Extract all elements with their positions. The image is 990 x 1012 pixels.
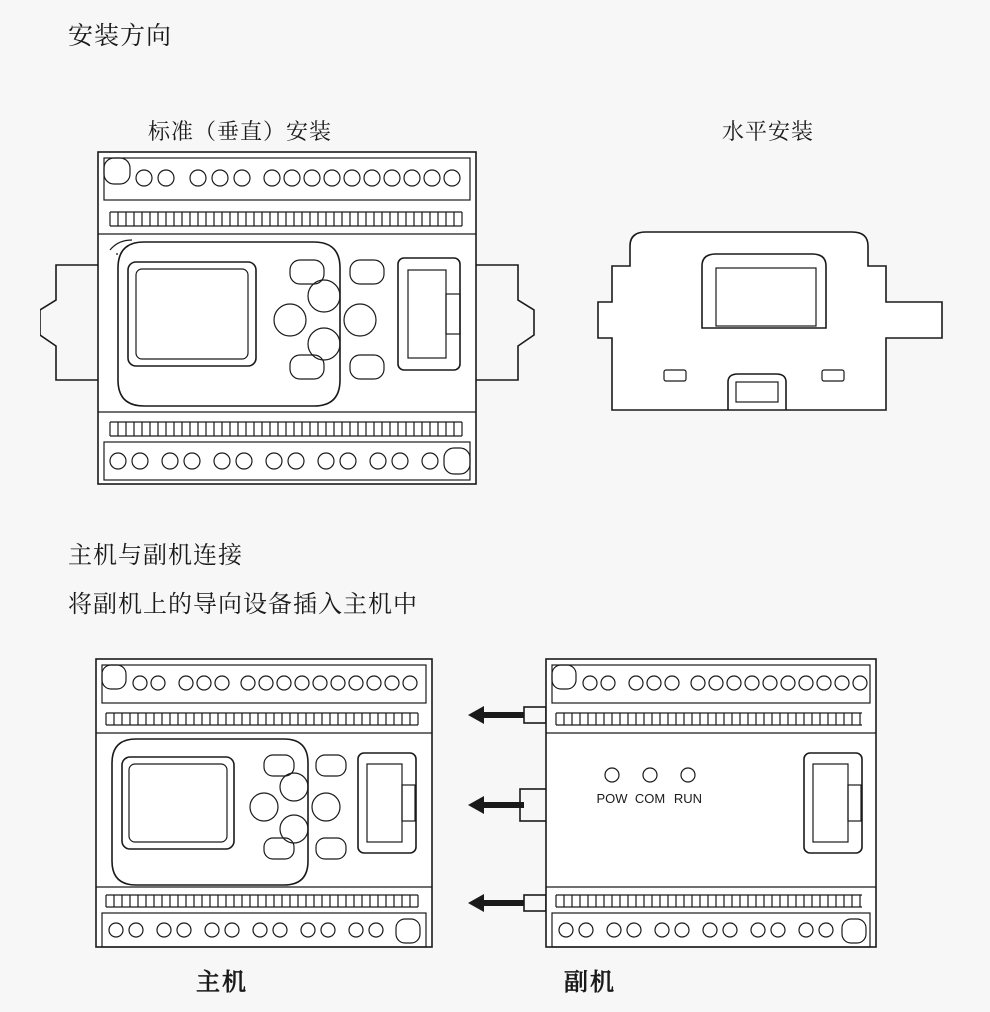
diagram-slave-unit xyxy=(460,655,880,955)
section-title-install-direction: 安装方向 xyxy=(68,22,173,50)
guide-pin-icon xyxy=(520,707,548,911)
section-title-master-slave: 主机与副机连接 xyxy=(68,542,243,569)
arrow-left-icon xyxy=(468,706,524,912)
side-profile-outline xyxy=(598,232,942,410)
label-horizontal-mount: 水平安装 xyxy=(722,119,815,144)
device-label-master: 主机 xyxy=(196,970,248,996)
device-body xyxy=(98,152,476,484)
diagram-horizontal-mount-side-view xyxy=(590,210,950,420)
diagram-standard-vertical-mount xyxy=(40,150,550,495)
diagram-master-unit xyxy=(90,655,450,955)
instruction-insert-guide: 将副机上的导向设备插入主机中 xyxy=(68,591,418,618)
led-label-pow: POW xyxy=(596,791,628,806)
led-label-run: RUN xyxy=(673,791,703,806)
device-label-slave: 副机 xyxy=(564,970,616,996)
label-standard-vertical-mount: 标准（垂直）安装 xyxy=(148,119,333,144)
led-label-com: COM xyxy=(634,791,666,806)
